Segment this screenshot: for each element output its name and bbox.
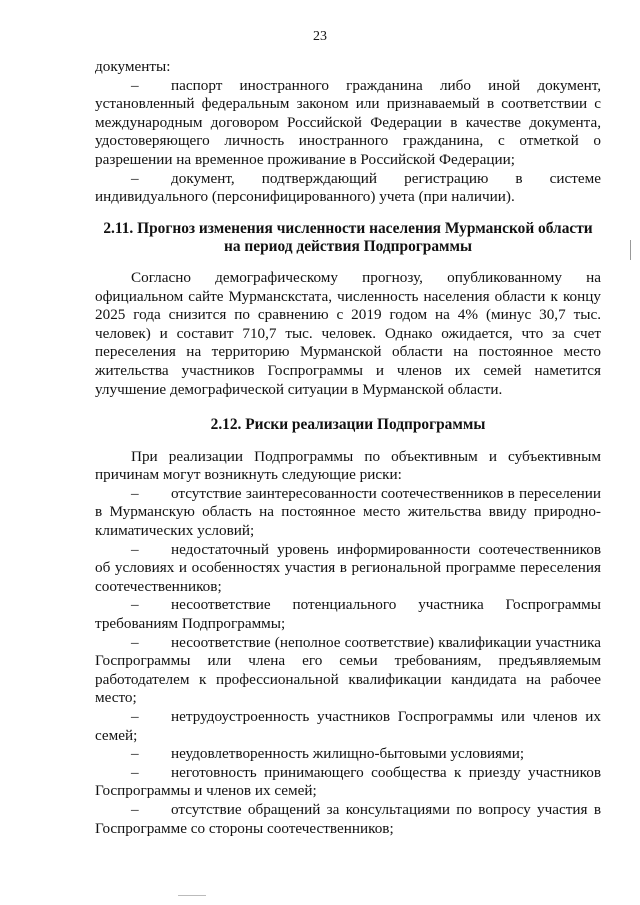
risk-item-text: нетрудоустроенность участников Госпрограммы или членов их семей;	[95, 708, 601, 744]
doc-item	[95, 170, 601, 207]
page-number: 23	[313, 29, 327, 44]
dash-mark: –	[131, 800, 139, 818]
lead-text: документы:	[95, 58, 171, 75]
margin-mark	[630, 240, 631, 260]
dash-mark: –	[131, 169, 139, 187]
dash-mark: –	[131, 633, 139, 651]
risk-item-text: несоответствие потенциального участника Госпрограммы требованиям Подпрограммы;	[95, 596, 601, 633]
risk-item	[95, 708, 601, 745]
risk-item	[95, 745, 601, 764]
risk-item	[95, 634, 601, 708]
dash-mark: –	[131, 484, 139, 502]
risk-item	[95, 541, 601, 597]
doc-item-text: паспорт иностранного гражданина либо иной документ, установленный федеральным законом или признаваемый в соответствии с международным договором Российской Федерации в качестве документа, удостоверяющего личность иностранного гражданина, с отметкой о разрешении на временное проживание в Российской Федерации;	[95, 76, 601, 168]
dash-mark: –	[131, 540, 139, 558]
risk-item	[95, 485, 601, 541]
risks-intro: При реализации Подпрограммы по объективным и субъективным причинам могут возникнуть следующие риски:	[95, 447, 601, 484]
footer-rule	[178, 895, 206, 896]
section-heading-2-11: 2.11. Прогноз изменения численности населения Мурманской области на период действия Подпрограммы	[103, 219, 593, 256]
forecast-paragraph: Согласно демографическому прогнозу, опубликованному на официальном сайте Мурманскстата, численность населения области к концу 2025 года снизится по сравнению с 2019 годом на 4% (минус 30,7 тыс. человек) и составит 710,7 тыс. человек. Однако ожидается, что за счет переселения на территорию Мурманской области на постоянное место жительства участников Госпрограммы и членов их семей наметится улучшение демографической ситуации в Мурманской области.	[95, 268, 601, 398]
document-body	[95, 58, 601, 838]
risk-item	[95, 801, 601, 838]
risk-item	[95, 764, 601, 801]
risk-item-text: несоответствие (неполное соответствие) квалификации участника Госпрограммы или члена его семьи требованиям, предъявляемым работодателем к профессиональной квалификации кандидата на рабочее место;	[95, 633, 601, 707]
dash-mark: –	[131, 763, 139, 781]
risk-item-text: отсутствие обращений за консультациями по вопросу участия в Госпрограмме со стороны соотечественников;	[95, 800, 601, 837]
dash-mark: –	[131, 708, 139, 725]
risk-item	[95, 596, 601, 633]
dash-mark: –	[131, 76, 139, 94]
risk-item-text: неудовлетворенность жилищно-бытовыми условиями;	[171, 745, 525, 763]
risk-item-text: неготовность принимающего сообщества к приезду участников Госпрограммы и членов их семей;	[95, 763, 601, 800]
dash-mark: –	[131, 745, 139, 763]
risk-item-text: недостаточный уровень информированности соотечественников об условиях и особенностях участия в региональной программе переселения соотечественников;	[95, 540, 601, 595]
doc-item	[95, 77, 601, 170]
risk-item-text: отсутствие заинтересованности соотечественников в переселении в Мурманскую область на постоянное место жительства ввиду природно-климатических условий;	[95, 484, 601, 540]
doc-item-text: документ, подтверждающий регистрацию в системе индивидуального (персонифицированного) учета (при наличии).	[95, 169, 601, 206]
dash-mark: –	[131, 596, 139, 614]
section-heading-2-12: 2.12. Риски реализации Подпрограммы	[210, 416, 486, 434]
